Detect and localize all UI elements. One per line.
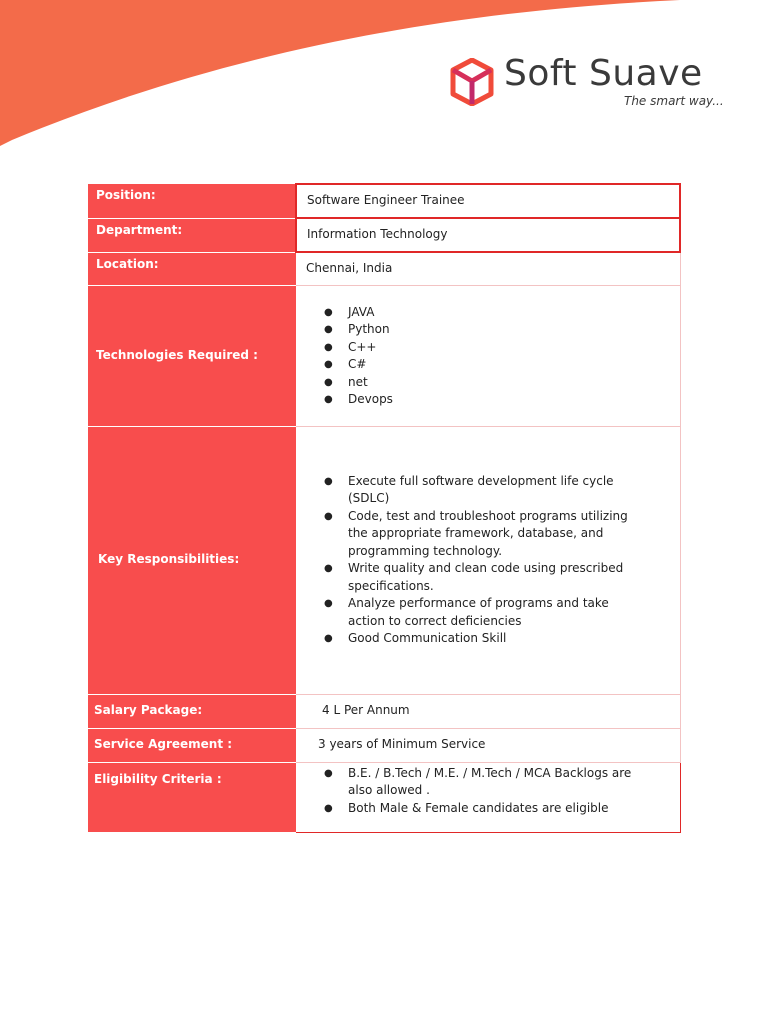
position-value: Software Engineer Trainee (296, 184, 680, 218)
row-salary (88, 694, 680, 728)
row-position (88, 184, 680, 218)
list-item: ● Python (306, 321, 670, 339)
salary-text: 4 L Per Annum (322, 703, 410, 718)
responsibilities-label: Key Responsibilities: (88, 426, 296, 694)
service-label: Service Agreement : (88, 728, 296, 762)
row-technologies (88, 285, 680, 426)
list-item: ● B.E. / B.Tech / M.E. / M.Tech / MCA Backlogs are also allowed . (306, 765, 656, 800)
list-item: ● Code, test and troubleshoot programs utilizing the appropriate framework, database, and programming technology. (306, 508, 650, 561)
service-value (296, 728, 680, 762)
company-tagline: The smart way... (624, 94, 724, 108)
list-item: ● Analyze performance of programs and take action to correct deficiencies (306, 595, 650, 630)
responsibilities-list (306, 473, 670, 648)
list-item: ● Good Communication Skill (306, 630, 650, 648)
list-item: ● Both Male & Female candidates are eligible (306, 800, 656, 818)
technologies-value (296, 285, 680, 426)
list-item: ● JAVA (306, 304, 670, 322)
list-item: ● Execute full software development life cycle (SDLC) (306, 473, 650, 508)
job-details-table (88, 183, 681, 833)
list-item: ● Devops (306, 391, 670, 409)
row-responsibilities (88, 426, 680, 694)
department-label: Department: (88, 218, 296, 252)
technologies-label: Technologies Required : (88, 285, 296, 426)
list-item: ● C# (306, 356, 670, 374)
row-location (88, 252, 680, 285)
list-item: ● Write quality and clean code using prescribed specifications. (306, 560, 650, 595)
row-service (88, 728, 680, 762)
list-item: ● net (306, 374, 670, 392)
responsibilities-value (296, 426, 680, 694)
logo-cube-icon (450, 58, 494, 106)
technologies-list (306, 304, 670, 409)
row-eligibility (88, 762, 680, 832)
eligibility-value (296, 762, 680, 832)
eligibility-list (306, 765, 670, 818)
location-value: Chennai, India (296, 252, 680, 285)
location-label: Location: (88, 252, 296, 285)
eligibility-label: Eligibility Criteria : (88, 762, 296, 832)
company-name: Soft Suave (504, 53, 703, 94)
list-item: ● C++ (306, 339, 670, 357)
position-label: Position: (88, 184, 296, 218)
service-text: 3 years of Minimum Service (318, 737, 486, 752)
salary-label: Salary Package: (88, 694, 296, 728)
salary-value (296, 694, 680, 728)
company-logo (450, 52, 730, 114)
department-value: Information Technology (296, 218, 680, 252)
row-department (88, 218, 680, 252)
